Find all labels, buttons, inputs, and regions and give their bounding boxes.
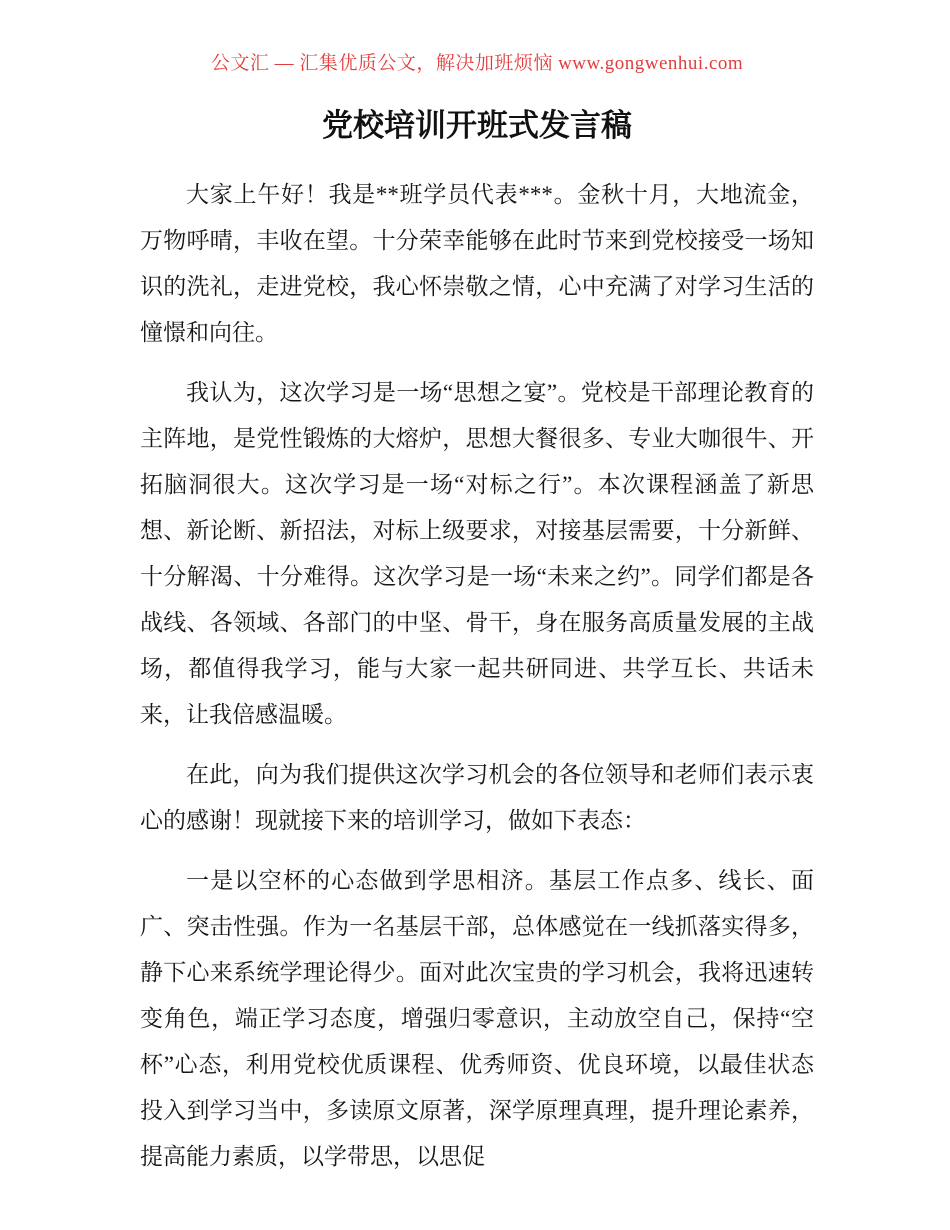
paragraph-3: 在此，向为我们提供这次学习机会的各位领导和老师们表示衷心的感谢！现就接下来的培训学习，做如下表态： [140,762,814,833]
paragraph-4: 一是以空杯的心态做到学思相济。基层工作点多、线长、面广、突击性强。作为一名基层干部，总体感觉在一线抓落实得多，静下心来系统学理论得少。面对此次宝贵的学习机会，我将迅速转变角色，端正学习态度，增强归零意识，主动放空自己，保持“空杯”心态，利用党校优质课程、优秀师资、优良环境，以最佳状态投入到学习当中，多读原文原著，深学原理真理，提升理论素养，提高能力素质，以学带思，以思促 [140,868,814,1169]
watermark-header: 公文汇 — 汇集优质公文，解决加班烦恼 www.gongwenhui.com [210,53,744,74]
page-title: 党校培训开班式发言稿 [322,108,632,143]
paragraph-2: 我认为，这次学习是一场“思想之宴”。党校是干部理论教育的主阵地，是党性锻炼的大熔炉，思想大餐很多、专业大咖很牛、开拓脑洞很大。这次学习是一场“对标之行”。本次课程涵盖了新思想、新论断、新招法，对标上级要求，对接基层需要，十分新鲜、十分解渴、十分难得。这次学习是一场“未来之约”。同学们都是各战线、各领域、各部门的中坚、骨干，身在服务高质量发展的主战场，都值得我学习，能与大家一起共研同进、共学互长、共话未来，让我倍感温暖。 [140,380,814,727]
paragraph-1: 大家上午好！我是**班学员代表***。金秋十月，大地流金，万物呼晴，丰收在望。十分荣幸能够在此时节来到党校接受一场知识的洗礼，走进党校，我心怀崇敬之情，心中充满了对学习生活的憧憬和向往。 [140,182,814,345]
